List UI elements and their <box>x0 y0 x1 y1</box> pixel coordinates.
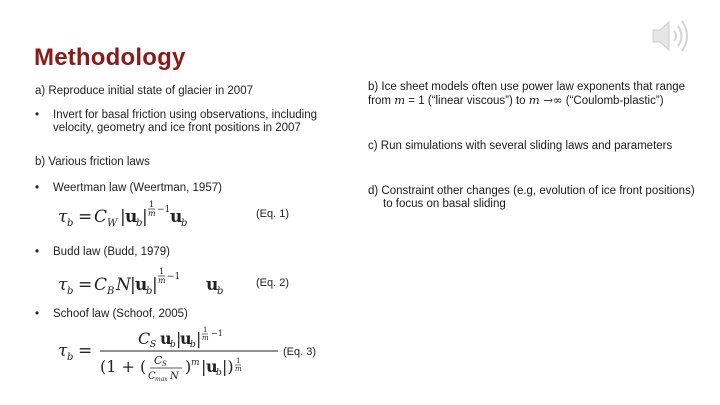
svg-text:1: 1 <box>149 200 155 209</box>
svg-text:m: m <box>235 365 242 373</box>
budd-law-label: Budd law (Budd, 1979) <box>53 246 170 258</box>
svg-text:−1: −1 <box>211 329 223 338</box>
svg-text:|: | <box>120 207 126 227</box>
svg-text:1: 1 <box>203 326 208 334</box>
eq2-label: (Eq. 2) <box>256 277 290 289</box>
right-b-line2-pre: from <box>368 95 395 107</box>
svg-text:|): |) <box>222 357 234 376</box>
right-d-line2: to focus on basal sliding <box>383 198 506 210</box>
svg-text:|: | <box>152 275 158 295</box>
svg-text:|: | <box>196 329 202 348</box>
svg-text:|: | <box>142 207 148 227</box>
svg-text:N: N <box>116 275 131 295</box>
bullet-a1-line1: Invert for basal friction using observations, including <box>53 109 318 121</box>
svg-text:τ: τ <box>58 341 68 361</box>
right-b-line1: b) Ice sheet models often use power law exponents that range <box>368 81 686 93</box>
right-c-line: c) Run simulations with several sliding laws and parameters <box>368 140 673 152</box>
m-to-infinity: m →∞ <box>528 93 563 107</box>
svg-text:S: S <box>150 340 157 350</box>
svg-text:S: S <box>162 360 167 368</box>
svg-text:m: m <box>202 334 209 342</box>
svg-text:−1: −1 <box>167 272 181 282</box>
right-d-line1: d) Constraint other changes (e.g, evolution of ice front positions) <box>368 185 695 197</box>
bullet-a1-line2: velocity, geometry and ice front positions in 2007 <box>53 122 301 134</box>
svg-text:b: b <box>216 368 222 378</box>
right-b-line2 <box>368 94 664 108</box>
slide-title: Methodology <box>34 44 186 71</box>
svg-text:B: B <box>107 286 115 297</box>
bullet-marker: • <box>35 109 40 121</box>
speaker-icon[interactable] <box>647 13 699 59</box>
weertman-law-label: Weertman law (Weertman, 1957) <box>53 182 222 194</box>
bullet-marker: • <box>35 308 40 320</box>
svg-text:u: u <box>170 207 183 227</box>
svg-text:m: m <box>148 209 156 218</box>
svg-text:τ: τ <box>58 207 68 227</box>
svg-text:C: C <box>94 275 108 295</box>
svg-text:b: b <box>136 218 143 229</box>
svg-text:b: b <box>67 352 74 363</box>
schoof-equation <box>56 324 286 382</box>
right-b-line2-mid: = 1 (“linear viscous”) to <box>405 95 529 107</box>
eq1-label: (Eq. 1) <box>256 208 290 220</box>
bullet-marker: • <box>35 246 40 258</box>
svg-text:u: u <box>125 207 138 227</box>
svg-text:b: b <box>170 340 176 350</box>
budd-equation <box>56 264 246 298</box>
svg-text:b: b <box>67 218 74 229</box>
svg-text:=: = <box>78 341 93 361</box>
bullet-marker: • <box>35 182 40 194</box>
schoof-law-label: Schoof law (Schoof, 2005) <box>53 308 188 320</box>
svg-text:1: 1 <box>159 267 165 276</box>
section-a-heading: a) Reproduce initial state of glacier in 2007 <box>35 85 253 97</box>
svg-text:b: b <box>190 340 196 350</box>
svg-text:max: max <box>155 376 168 382</box>
svg-text:N: N <box>170 371 179 382</box>
svg-text:|: | <box>201 357 207 376</box>
svg-text:C: C <box>94 207 108 227</box>
svg-text:b: b <box>217 286 224 297</box>
svg-text:u: u <box>180 329 192 348</box>
svg-text:τ: τ <box>58 275 68 295</box>
svg-text:m: m <box>191 358 200 368</box>
section-b-heading: b) Various friction laws <box>35 156 150 168</box>
svg-text:1: 1 <box>236 357 241 365</box>
eq3-label: (Eq. 3) <box>283 346 317 358</box>
svg-text:u: u <box>160 329 172 348</box>
weertman-equation <box>56 198 206 232</box>
svg-text:): ) <box>185 357 192 376</box>
svg-text:u: u <box>135 275 148 295</box>
right-b-line2-post: (“Coulomb-plastic”) <box>562 95 664 107</box>
svg-text:|: | <box>130 275 136 295</box>
m-symbol: m <box>394 93 406 107</box>
svg-text:u: u <box>206 275 219 295</box>
svg-text:u: u <box>206 357 218 376</box>
svg-text:b: b <box>67 286 74 297</box>
svg-text:|: | <box>176 329 182 348</box>
svg-text:C: C <box>138 329 151 348</box>
svg-text:C: C <box>154 354 163 367</box>
svg-text:−1: −1 <box>157 205 171 215</box>
svg-text:m: m <box>158 276 166 285</box>
svg-text:=: = <box>78 207 93 227</box>
svg-text:(1 + (: (1 + ( <box>100 357 147 376</box>
svg-text:W: W <box>107 218 118 229</box>
svg-text:b: b <box>181 218 188 229</box>
svg-text:C: C <box>148 371 156 382</box>
svg-text:b: b <box>146 286 153 297</box>
svg-text:=: = <box>78 275 93 295</box>
